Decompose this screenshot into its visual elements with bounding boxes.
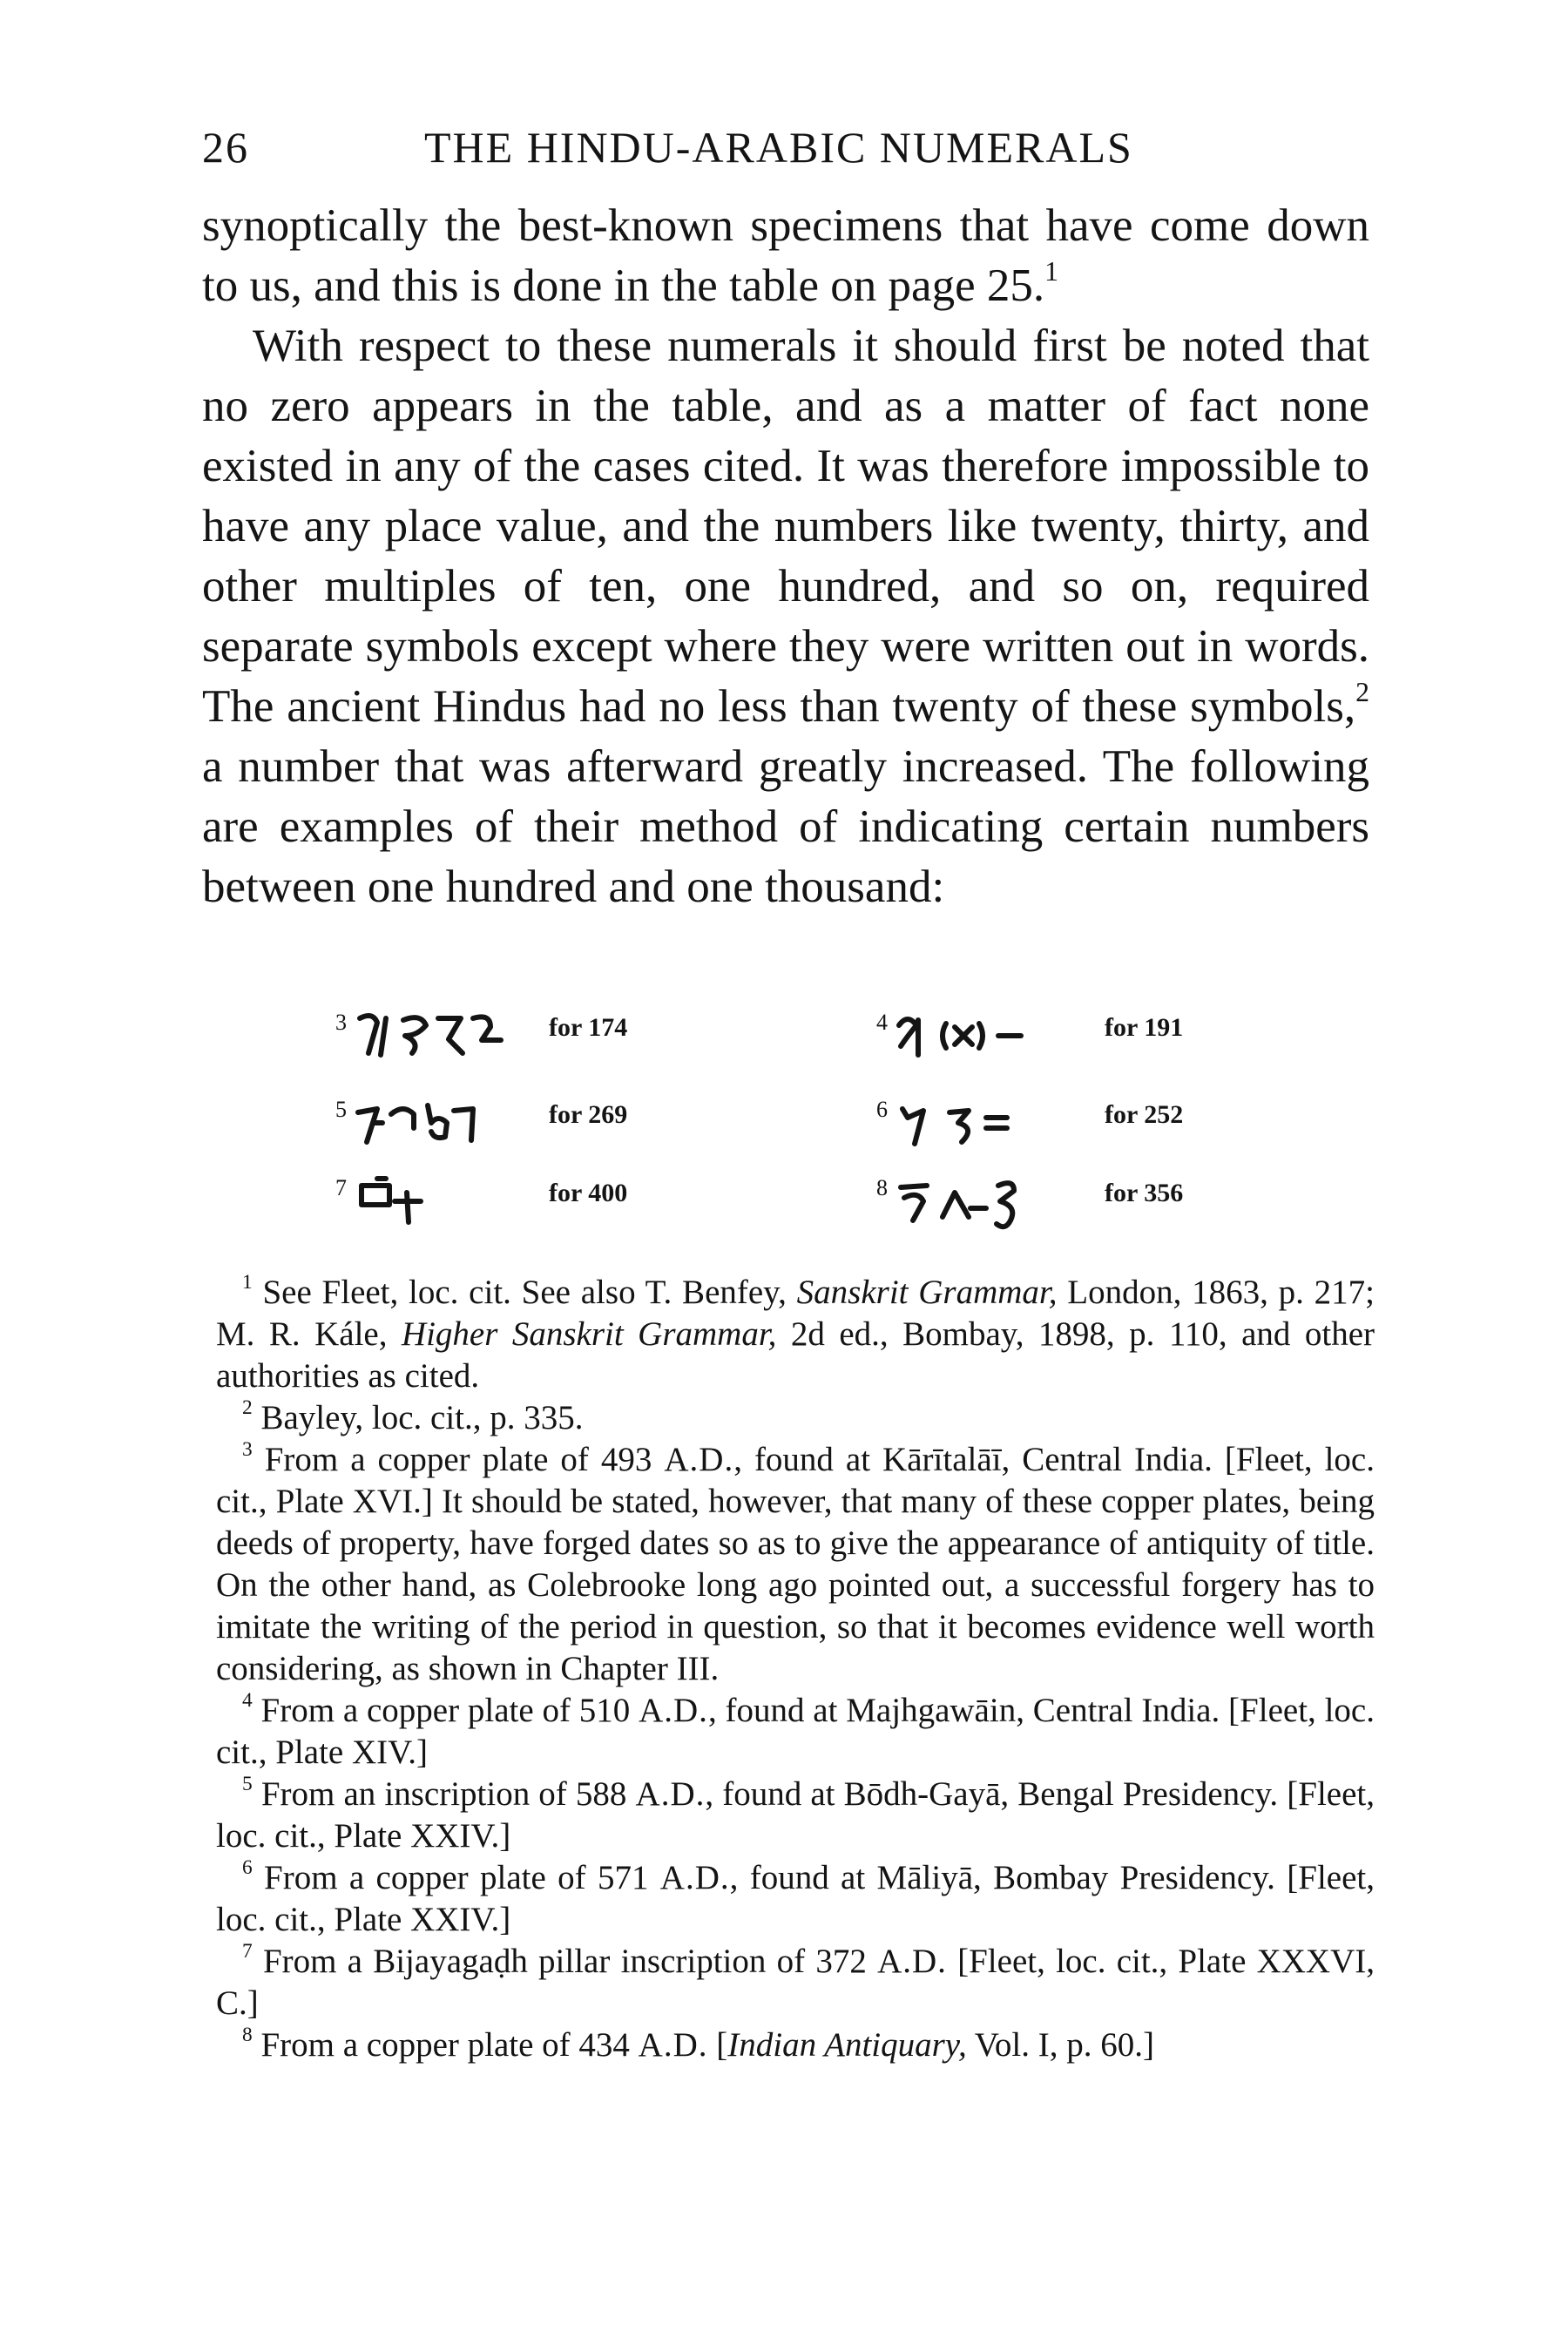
example-ref: 7: [335, 1175, 347, 1200]
page-number: 26: [202, 123, 249, 172]
footnote-title: Indian Antiquary,: [727, 2026, 967, 2064]
example-ref: 6: [876, 1097, 888, 1122]
numeral-example: [335, 1006, 684, 1058]
running-head: THE HINDU-ARABIC NUMERALS: [424, 123, 1133, 172]
numeral-example: [335, 1093, 684, 1146]
footnote-text: , found at Māliyā, Bombay Presidency. [Fleet, loc. cit., Plate XXIV.]: [216, 1859, 1375, 1938]
footnote-text: Bayley, loc. cit., p. 335.: [260, 1399, 584, 1436]
footnote-4: [216, 1690, 1375, 1774]
footnotes: [216, 1272, 1375, 2066]
example-ref: 5: [335, 1097, 347, 1122]
footnote-text: From an inscription of 588: [260, 1775, 636, 1813]
footnote-text: London, 1863, p. 217; M. R. Kále,: [216, 1274, 1375, 1353]
example-label: for 191: [1105, 1013, 1184, 1042]
numeral-191-glyph: [892, 1001, 1066, 1062]
footnote-text: , found at Kārītalāī, Central India. [Fleet, loc. cit., Plate XVI.] It should be stated, however, that many of these copper plates, being deeds of property, have forged dates so as to give the appearance of antiquity of title. On the other hand, as Colebrooke long ago pointed out, a successful forgery has to imitate the writing of the period in question, so that it becomes evidence well worth considering, as shown in Chapter III.: [216, 1441, 1375, 1687]
era-abbreviation: A.D.: [659, 1859, 730, 1896]
footnote-ref-2: 2: [1355, 676, 1369, 707]
example-label: for 400: [549, 1179, 628, 1207]
numeral-example: [876, 1093, 1242, 1146]
era-abbreviation: A.D.: [638, 2026, 708, 2064]
footnote-text: From a copper plate of 434: [260, 2026, 639, 2064]
numeral-example: [335, 1172, 684, 1224]
example-ref: 3: [335, 1010, 347, 1035]
footnote-text: From a copper plate of 493: [264, 1441, 665, 1478]
era-abbreviation: A.D.: [664, 1441, 734, 1478]
footnote-3: [216, 1439, 1375, 1690]
footnote-text: , found at Majhgawāin, Central India. [Fleet, loc. cit., Plate XIV.]: [216, 1692, 1375, 1771]
numeral-269-glyph: [351, 1088, 525, 1149]
numeral-356-glyph: [892, 1166, 1075, 1236]
paragraph-2-text-b: a number that was afterward greatly increased. The following are examples of their method of indicating certain numbers between one hundred and one thousand:: [202, 741, 1369, 912]
footnote-text: , found at Bōdh-Gayā, Bengal Presidency. [Fleet, loc. cit., Plate XXIV.]: [216, 1775, 1375, 1855]
footnote-text: [Fleet, loc. cit., Plate XXXVI, C.]: [216, 1943, 1375, 2022]
numeral-174-glyph: [351, 1001, 525, 1062]
example-label: for 269: [549, 1100, 628, 1129]
footnote-1: [216, 1272, 1375, 1397]
example-ref: 4: [876, 1010, 888, 1035]
footnote-text: From a copper plate of 571: [264, 1859, 660, 1896]
example-ref: 8: [876, 1175, 888, 1200]
example-label: for 252: [1105, 1100, 1184, 1129]
footnote-text: See Fleet, loc. cit. See also T. Benfey,: [262, 1274, 797, 1311]
footnote-8: [216, 2024, 1375, 2066]
numeral-400-glyph: [351, 1166, 525, 1227]
footnote-number: 4: [242, 1688, 253, 1712]
numeral-example: [876, 1006, 1242, 1058]
era-abbreviation: A.D.: [635, 1775, 706, 1813]
footnote-number: 8: [242, 2023, 253, 2046]
footnote-ref-1: 1: [1044, 255, 1059, 287]
footnote-title: Higher Sanskrit Grammar,: [401, 1315, 777, 1353]
footnote-6: [216, 1857, 1375, 1941]
footnote-5: [216, 1774, 1375, 1857]
footnote-text: From a copper plate of 510: [260, 1692, 639, 1729]
era-abbreviation: A.D.: [877, 1943, 947, 1980]
footnote-number: 6: [242, 1855, 253, 1879]
era-abbreviation: A.D.: [639, 1692, 708, 1729]
footnote-title: Sanskrit Grammar,: [796, 1274, 1058, 1311]
footnote-text: Vol. I, p. 60.]: [966, 2026, 1154, 2064]
paragraph-1-text: synoptically the best-known specimens that have come down to us, and this is done in the table on page 25.: [202, 200, 1369, 311]
footnote-7: [216, 1941, 1375, 2024]
footnote-text: From a Bijayagaḍh pillar inscription of 372: [262, 1943, 878, 1980]
footnote-number: 1: [242, 1270, 253, 1294]
example-label: for 174: [549, 1013, 628, 1042]
footnote-number: 3: [242, 1437, 253, 1461]
example-label: for 356: [1105, 1179, 1184, 1207]
numeral-252-glyph: [892, 1088, 1066, 1149]
footnote-number: 5: [242, 1772, 253, 1795]
footnote-text: 2d ed., Bombay, 1898, p. 110, and other authorities as cited.: [216, 1315, 1375, 1395]
footnote-number: 7: [242, 1939, 253, 1963]
footnote-2: [216, 1397, 1375, 1439]
numeral-example: [876, 1172, 1242, 1224]
footnote-number: 2: [242, 1396, 253, 1419]
footnote-text: [: [707, 2026, 728, 2064]
paragraph-2-text-a: With respect to these numerals it should first be noted that no zero appears in the table, and as a matter of fact none existed in any of the cases cited. It was therefore impossible to have any place value, and the numbers like twenty, thirty, and other multiples of ten, one hundred, and so on, required separate symbols except where they were written out in words. The ancient Hindus had no less than twenty of these symbols,: [202, 321, 1369, 732]
